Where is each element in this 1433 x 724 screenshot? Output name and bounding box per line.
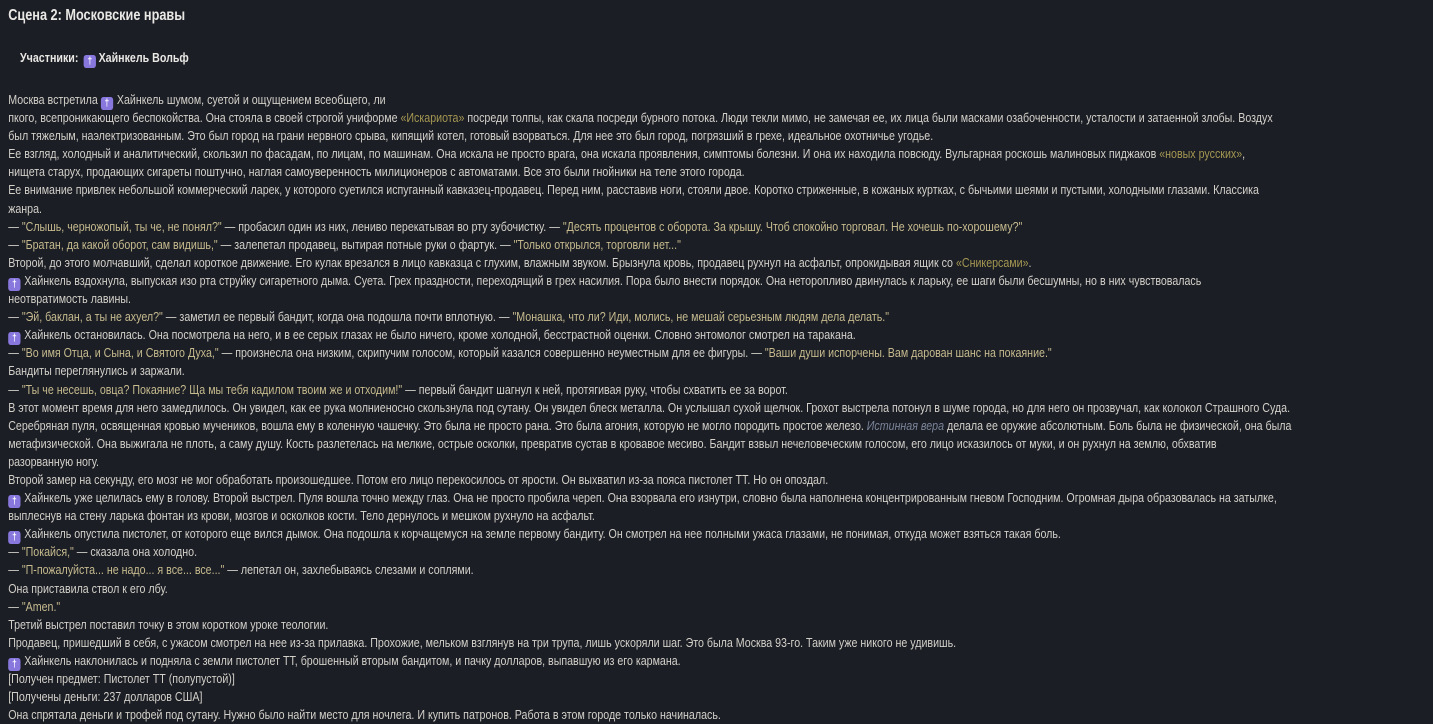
narrative-text: Хайнкель вздохнула, выпуская изо рта струйку сигаретного дыма. Суета. Грех праздности, переходящий в грех насилия. Пора было внести порядок. Она неторопливо двинулась к ларьку, ее шаги были бесшумны, но в них чувствовалась	[21, 272, 1202, 288]
story-line	[8, 561, 1432, 579]
narrative-text: — пробасил один из них, лениво перекатывая во рту зубочистку. —	[221, 218, 563, 234]
story-line	[8, 453, 1432, 471]
dialogue-text: "Ваши души испорчены. Вам дарован шанс на покаяние."	[764, 345, 1052, 361]
narrative-text: — произнесла она низким, скрипучим голосом, который казался совершенно неуместным для ее фигуры. —	[218, 345, 765, 361]
narrative-text: выплеснув на стену ларька фонтан из крови, мозгов и осколков кости. Тело дернулось и мешком рухнуло на асфальт.	[8, 508, 595, 524]
narrative-text: Бандиты переглянулись и заржали.	[8, 363, 185, 379]
story-line	[8, 145, 1432, 163]
narrative-text: Хайнкель опустила пистолет, от которого еще вился дымок. Она подошла к корчащемуся на земле первому бандиту. Он смотрел на нее полными ужаса глазами, не понимая, откуда может взяться такая боль.	[21, 526, 1061, 542]
story-line	[8, 688, 1432, 706]
highlighted-term: «новых русских»	[1159, 146, 1243, 162]
narrative-text: Она приставила ствол к его лбу.	[8, 580, 168, 596]
narrative-text: жанра.	[8, 200, 42, 216]
story-line	[8, 543, 1432, 561]
dialogue-text: "Ты че несешь, овца? Покаяние? Ща мы тебя кадилом твоим же и отходим!"	[21, 381, 403, 397]
story-line	[8, 326, 1432, 344]
narrative-text: —	[8, 381, 22, 397]
story-line	[8, 634, 1432, 652]
narrative-text: —	[8, 598, 22, 614]
story-line	[8, 308, 1432, 326]
narrative-text: В этот момент время для него замедлилось. Он увидел, как ее рука молниеносно скользнула под сутану. Он увидел блеск металла. Он услышал сухой щелчок. Грохот выстрела потонул в шуме города, но для него он прозвучал, как колокол Страшного Суда.	[8, 399, 1291, 415]
character-cross-icon[interactable]: †	[101, 97, 113, 110]
story-line	[8, 580, 1432, 598]
highlighted-term: «Искариота»	[400, 110, 465, 126]
story-line	[8, 127, 1432, 145]
story-line	[8, 489, 1432, 507]
story-line	[8, 91, 1432, 109]
narrative-text: .	[1028, 254, 1032, 270]
dialogue-text: "Amen."	[21, 598, 61, 614]
narrative-text: — сказала она холодно.	[73, 544, 198, 560]
dialogue-text: "Монашка, что ли? Иди, молись, не мешай серьезным людям дела делать."	[512, 309, 890, 325]
narrative-text: Третий выстрел поставил точку в этом коротком уроке теологии.	[8, 616, 329, 632]
narrative-text: —	[8, 345, 22, 361]
narrative-text: разорванную ногу.	[8, 453, 100, 469]
narrative-text: Второй замер на секунду, его мозг не мог обработать произошедшее. Потом его лицо перекосилось от ярости. Он выхватил из-за пояса пистолет ТТ. Но он опоздал.	[8, 471, 829, 487]
narrative-text: посреди толпы, как скала посреди бурного потока. Люди текли мимо, не замечая ее, их лица были масками озабоченности, усталости и затаенной злобы. Воздух	[464, 110, 1273, 126]
narrative-text: — первый бандит шагнул к ней, протягивая руку, чтобы схватить ее за ворот.	[402, 381, 788, 397]
narrative-text: Хайнкель шумом, суетой и ощущением всеобщего, ли	[113, 92, 386, 107]
narrative-text: —	[8, 218, 22, 234]
dialogue-text: "П-пожалуйста... не надо... я все... все..."	[21, 562, 225, 578]
story-line	[8, 399, 1432, 417]
dialogue-text: "Слышь, черножопый, ты че, не понял?"	[21, 218, 222, 234]
story-line	[8, 435, 1432, 453]
story-line	[8, 525, 1432, 543]
narrative-text: — заметил ее первый бандит, когда она подошла почти вплотную. —	[162, 309, 513, 325]
dialogue-text: "Эй, баклан, а ты не ахуел?"	[21, 309, 163, 325]
highlighted-term: «Сникерсами»	[955, 254, 1029, 270]
narrative-text: Ее внимание привлек небольшой коммерческий ларек, у которого суетился испуганный кавказец-продавец. Перед ним, расставив ноги, стояли двое. Коротко стриженные, в кожаных куртках, с бычьими шеями и пустыми, холодными глазами. Классика	[8, 182, 1259, 198]
dialogue-text: "Во имя Отца, и Сына, и Святого Духа,"	[21, 345, 219, 361]
narrative-text: Продавец, пришедший в себя, с ужасом смотрел на нее из-за прилавка. Прохожие, мельком взглянув на три трупа, лишь ускоряли шаг. Это была Москва 93-го. Таким уже никого не удивишь.	[8, 634, 957, 650]
story-line	[8, 236, 1432, 254]
narrative-text: [Получены деньги: 237 долларов США]	[8, 689, 203, 705]
narrative-text: Второй, до этого молчавший, сделал короткое движение. Его кулак врезался в лицо кавказца с глухим, влажным звуком. Брызнула кровь, продавец рухнул на асфальт, опрокидывая ящик со	[8, 254, 956, 270]
character-cross-icon[interactable]: †	[8, 278, 20, 291]
dialogue-text: "Покайся,"	[21, 544, 74, 560]
narrative-text: метафизической. Она выжигала не плоть, а саму душу. Кость разлетелась на мелкие, острые осколки, превратив сустав в кровавое месиво. Бандит взвыл нечеловеческим голосом, его лицо исказилось от муки, и он рухнул на землю, обхватив	[8, 435, 1217, 451]
narrative-text: был тяжелым, наэлектризованным. Это был город на грани нервного срыва, кипящий котел, готовый взорваться. Для нее это был город, погрязший в грехе, идеальное охотничье угодье.	[8, 128, 934, 144]
narrative-text: пкого, всепроникающего беспокойства. Она стояла в своей строгой униформе	[8, 110, 401, 126]
dialogue-text: "Десять процентов с оборота. За крышу. Чтоб спокойно торговал. Не хочешь по-хорошему?"	[562, 218, 1023, 234]
participants-label: Участники:	[20, 50, 82, 65]
character-cross-icon[interactable]: †	[8, 495, 20, 508]
emphasized-term: Истинная вера	[866, 417, 945, 433]
participants-row	[8, 34, 1432, 84]
narrative-text: [Получен предмет: Пистолет ТТ (полупустой)]	[8, 671, 235, 686]
narrative-text: неотвратимость лавины.	[8, 291, 131, 307]
story-line	[8, 507, 1432, 525]
narrative-text: Москва встретила	[8, 92, 101, 107]
story-line	[8, 163, 1432, 181]
narrative-text: Она спрятала деньги и трофей под сутану. Нужно было найти место для ночлега. И купить патронов. Работа в этом городе только начиналась.	[8, 707, 721, 723]
narrative-text: Хайнкель наклонилась и подняла с земли пистолет ТТ, брошенный вторым бандитом, и пачку долларов, выпавшую из его кармана.	[21, 652, 681, 668]
narrative-text: Хайнкель остановилась. Она посмотрела на него, и в ее серых глазах не было ничего, кроме холодной, бесстрастной оценки. Словно энтомолог смотрел на таракана.	[21, 327, 856, 343]
narrative-text: —	[8, 309, 22, 325]
story-line	[8, 254, 1432, 272]
narrative-text: —	[8, 562, 22, 578]
story-line	[8, 598, 1432, 616]
character-cross-icon[interactable]: †	[8, 332, 20, 345]
story-line	[8, 652, 1432, 670]
story-line	[8, 218, 1432, 236]
narrative-text: Ее взгляд, холодный и аналитический, скользил по фасадам, по лицам, по машинам. Она искала не просто врага, она искала проявления, симптомы болезни. И она их находила повсюду. Вульгарная роскошь малиновых пиджаков	[8, 146, 1160, 162]
story-line	[8, 181, 1432, 199]
story-line	[8, 344, 1432, 362]
story-line	[8, 200, 1432, 218]
character-cross-icon[interactable]: †	[8, 658, 20, 671]
character-cross-icon[interactable]: †	[84, 55, 96, 68]
story-text	[8, 91, 1432, 724]
dialogue-text: "Только открылся, торговли нет..."	[513, 236, 681, 252]
narrative-text: ,	[1242, 146, 1246, 162]
participant-name[interactable]: Хайнкель Вольф	[98, 50, 189, 65]
character-cross-icon[interactable]: †	[8, 531, 20, 544]
story-line	[8, 616, 1432, 634]
narrative-text: нищета старух, продающих сигареты поштучно, наглая самоуверенность милиционеров с автоматами. Все это были гнойники на теле этого города.	[8, 164, 745, 180]
story-line	[8, 381, 1432, 399]
story-line	[8, 417, 1432, 435]
story-line	[8, 272, 1432, 290]
story-line	[8, 109, 1432, 127]
narrative-text: —	[8, 236, 22, 252]
narrative-text: — залепетал продавец, вытирая потные руки о фартук. —	[217, 236, 514, 252]
narrative-text: — лепетал он, захлебываясь слезами и соплями.	[224, 562, 474, 578]
narrative-text: Серебряная пуля, освященная кровью мучеников, вошла ему в коленную чашечку. Это была не просто рана. Это была агония, которую не могло породить простое железо.	[8, 417, 867, 433]
scene-title: Сцена 2: Московские нравы	[8, 7, 186, 24]
dialogue-text: "Братан, да какой оборот, сам видишь,"	[21, 236, 218, 252]
narrative-text: —	[8, 544, 22, 560]
narrative-text: делала ее оружие абсолютным. Боль была не физической, она была	[944, 417, 1292, 433]
story-line	[8, 290, 1432, 308]
story-line	[8, 362, 1432, 380]
narrative-text: Хайнкель уже целилась ему в голову. Второй выстрел. Пуля вошла точно между глаз. Она не просто пробила череп. Она взорвала его изнутри, словно была наполнена концентрированным гневом Господним. Огромная дыра образовалась на затылке,	[21, 490, 1277, 506]
story-line	[8, 706, 1432, 724]
story-line	[8, 471, 1432, 489]
story-line	[8, 670, 1432, 688]
